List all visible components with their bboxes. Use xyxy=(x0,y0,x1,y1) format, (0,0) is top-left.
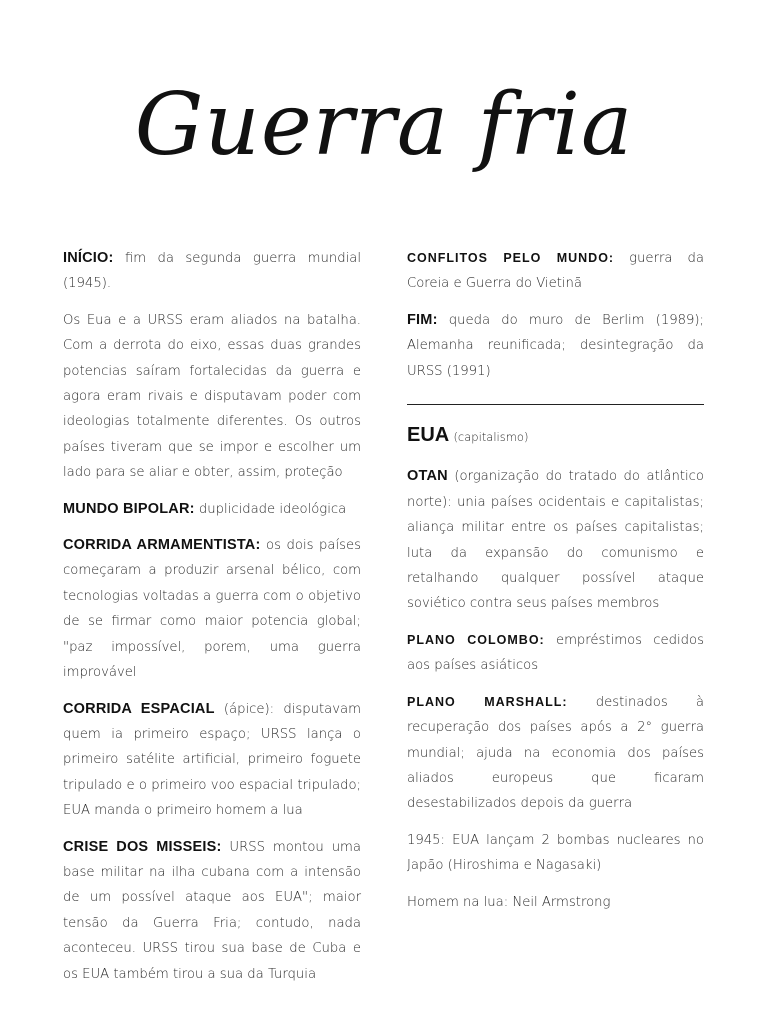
mundo-bipolar-text: duplicidade ideológica xyxy=(198,501,347,517)
otan-text: (organização do tratado do atlântico norte): unia países ocidentais e capitalistas; aliança militar entre os países capitalistas; luta da expansão do comunismo e retalhando qualquer possível ataque soviético contra seus países membros xyxy=(407,469,704,612)
conflitos-label: CONFLITOS PELO MUNDO: xyxy=(407,251,615,265)
bombas-text: EUA lançam 2 bombas nucleares no Japão (Hiroshima e Nagasaki) xyxy=(407,832,704,874)
homem-lua-paragraph: Homem na lua: Neil Armstrong xyxy=(407,894,611,910)
plano-marshall-label: PLANO MARSHALL: xyxy=(407,694,568,709)
crise-misseis-label: CRISE DOS MISSEIS: xyxy=(63,838,222,855)
bombas-label: 1945: xyxy=(407,832,446,848)
otan-paragraph xyxy=(407,464,704,616)
plano-marshall-paragraph xyxy=(407,690,704,817)
eua-subtitle: (capitalismo) xyxy=(453,430,529,445)
page-title: Guerra fria xyxy=(134,75,634,175)
corrida-armamentista-label: CORRIDA ARMAMENTISTA: xyxy=(63,537,261,554)
inicio-paragraph xyxy=(63,246,361,297)
conflitos-text: guerra da Coreia e Guerra do Vietinã xyxy=(407,251,704,292)
crise-misseis-paragraph xyxy=(63,835,361,987)
crise-misseis-text: URSS montou uma base militar na ilha cubana com a intensão de um possível ataque aos EUA"; maior tensão da Guerra Fria; contudo, nada aconteceu. URSS tirou sua base de Cuba e os EUA também tirou a sua da Turquia xyxy=(63,839,361,982)
corrida-espacial-label: CORRIDA ESPACIAL xyxy=(63,700,215,717)
eua-heading xyxy=(407,423,704,450)
fim-label: FIM: xyxy=(407,311,438,328)
mundo-bipolar-label: MUNDO BIPOLAR: xyxy=(63,500,195,517)
fim-paragraph xyxy=(407,308,704,384)
section-divider xyxy=(407,404,704,405)
mundo-bipolar-paragraph xyxy=(63,497,361,522)
plano-colombo-label: PLANO COLOMBO: xyxy=(407,632,545,647)
corrida-armamentista-text: os dois países começaram a produzir arsenal bélico, com tecnologias voltadas a guerra com o objetivo de se firmar como maior potencia global; "paz impossível, porem, uma guerra improvável xyxy=(63,538,361,681)
left-column xyxy=(63,246,361,998)
conflitos-paragraph xyxy=(407,246,704,297)
corrida-espacial-paragraph xyxy=(63,697,361,824)
right-column xyxy=(407,246,704,926)
inicio-label: INÍCIO: xyxy=(63,250,114,266)
fim-text: queda do muro de Berlim (1989); Alemanha reunificada; desintegração da URSS (1991) xyxy=(407,312,704,379)
bombas-paragraph xyxy=(407,828,704,879)
inicio-text: fim da segunda guerra mundial (1945). xyxy=(63,251,362,292)
corrida-espacial-text: (ápice): disputavam quem ia primeiro espaço; URSS lança o primeiro satélite artificial, primeiro foguete tripulado e o primeiro voo espacial tripulado; EUA manda o primeiro homem a lua xyxy=(63,701,361,819)
plano-colombo-paragraph xyxy=(407,628,704,679)
aliados-paragraph: Os Eua e a URSS eram aliados na batalha. Com a derrota do eixo, essas duas grandes potencias saíram fortalecidas da guerra e agora eram rivais e disputavam poder com ideologias totalmente diferentes. Os outros países tiveram que se impor e escolher um lado para se aliar e obter, assim, proteção xyxy=(63,312,361,481)
otan-label: OTAN xyxy=(407,468,448,485)
eua-title: EUA xyxy=(407,424,450,447)
plano-colombo-text: empréstimos cedidos aos países asiáticos xyxy=(407,632,704,674)
plano-marshall-text: destinados à recuperação dos países após a 2° guerra mundial; ajuda na economia dos países aliados europeus que ficaram desestabilizados depois da guerra xyxy=(407,694,704,812)
corrida-armamentista-paragraph xyxy=(63,533,361,685)
